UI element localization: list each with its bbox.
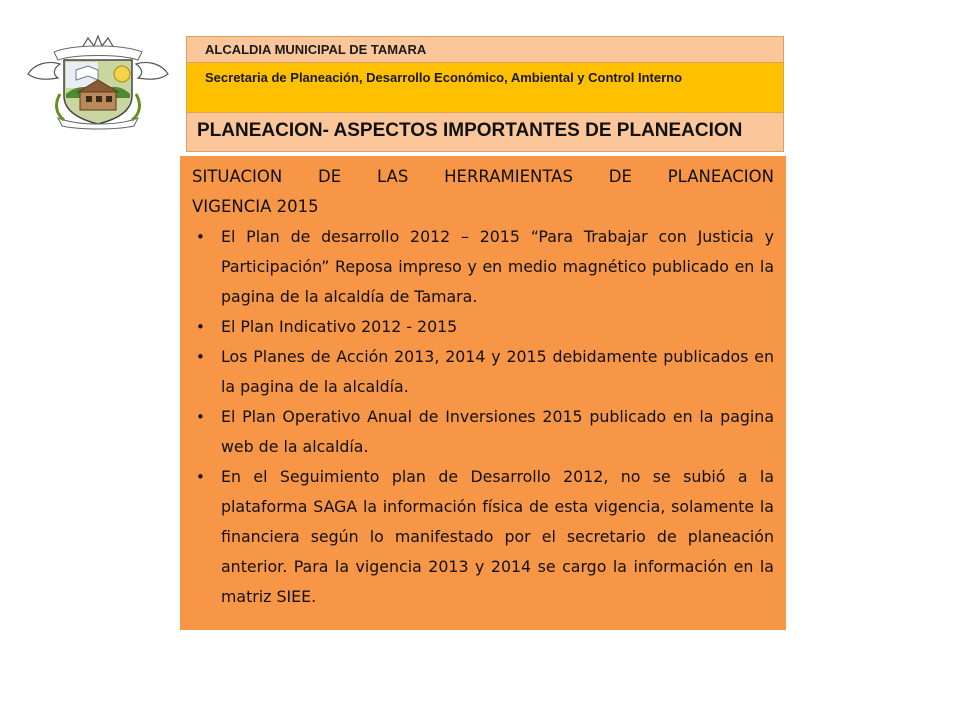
bullet-icon: • [196,318,205,336]
content-title [192,162,774,222]
bullet-icon: • [196,348,205,366]
bullet-icon: • [196,408,205,426]
list-item-text: El Plan Operativo Anual de Inversiones 2015 publicado en la pagina web de la alcaldía. [221,407,774,456]
bullet-list [192,222,774,612]
municipality-name: ALCALDIA MUNICIPAL DE TAMARA [186,36,784,62]
list-item [192,342,774,402]
bullet-icon: • [196,468,205,486]
header-table [186,36,784,152]
slide-title: PLANEACION- ASPECTOS IMPORTANTES DE PLANEACION [186,112,784,152]
list-item [192,402,774,462]
list-item-text: En el Seguimiento plan de Desarrollo 2012, no se subió a la plataforma SAGA la información física de esta vigencia, solamente la financiera según lo manifestado por el secretario de planeación anterior. Para la vigencia 2013 y 2014 se cargo la información en la matriz SIEE. [221,467,774,606]
bullet-icon: • [196,228,205,246]
content-title-line1: SITUACION DE LAS HERRAMIENTAS DE PLANEACION [192,167,774,186]
list-item-text: El Plan Indicativo 2012 - 2015 [221,317,458,336]
content-title-line2: VIGENCIA 2015 [192,197,319,216]
municipal-coat-of-arms-icon [24,34,172,130]
content-box [180,156,786,630]
list-item [192,222,774,312]
list-item-text: Los Planes de Acción 2013, 2014 y 2015 debidamente publicados en la pagina de la alcaldía. [221,347,774,396]
department-name: Secretaria de Planeación, Desarrollo Económico, Ambiental y Control Interno [186,62,784,112]
list-item [192,312,774,342]
list-item [192,462,774,612]
list-item-text: El Plan de desarrollo 2012 – 2015 “Para Trabajar con Justicia y Participación” Reposa impreso y en medio magnético publicado en la pagina de la alcaldía de Tamara. [221,227,774,306]
